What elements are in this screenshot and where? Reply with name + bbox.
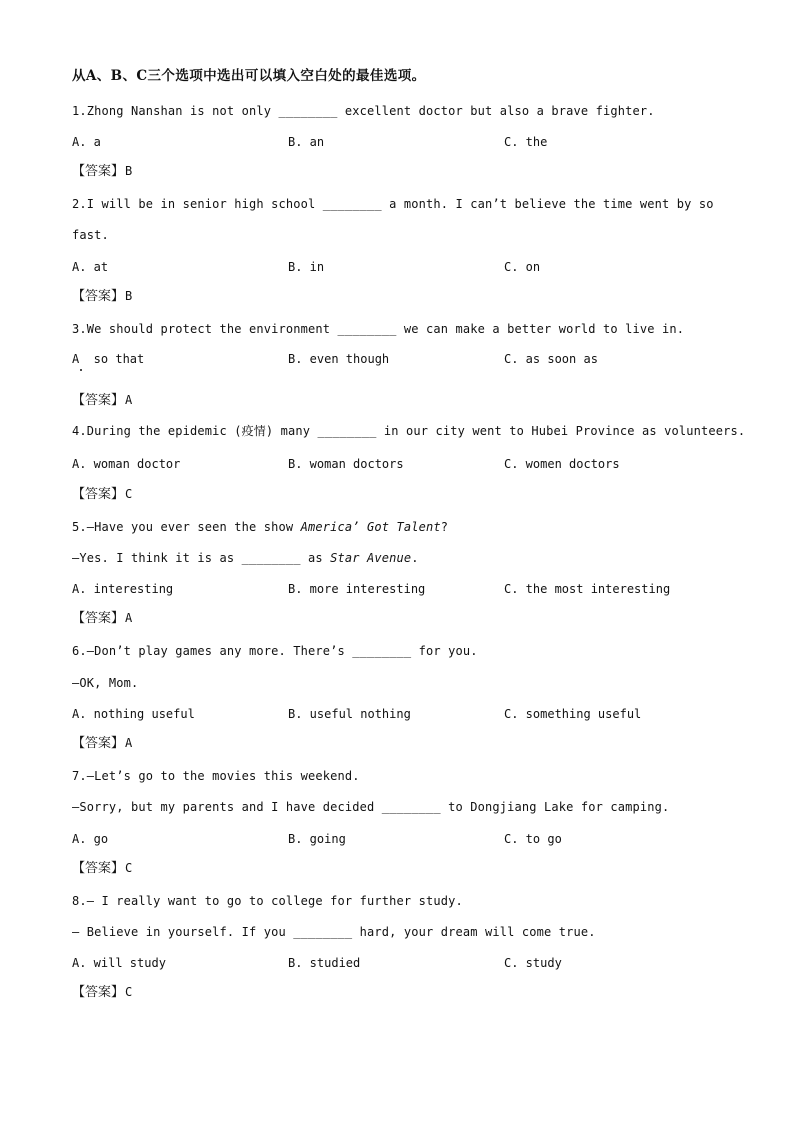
q1-option-a: A. a [72, 135, 101, 149]
q3-option-b: B. even though [288, 352, 390, 366]
question-2-text: 2.I will be in senior high school ________ a month. I can’t believe the time went by so [72, 197, 714, 211]
q8-option-b: B. studied [288, 956, 361, 970]
answer-label: 【答案】 [72, 985, 125, 1000]
answer-value: A [125, 611, 133, 625]
answer-label: 【答案】 [72, 164, 125, 179]
q5-option-c: C. the most interesting [504, 582, 671, 596]
q7-option-c: C. to go [504, 832, 562, 846]
q6-answer [72, 735, 132, 752]
q4-option-c: C. women doctors [504, 457, 620, 471]
question-5-reply [72, 550, 419, 566]
question-4-text: 4.During the epidemic (疫情) many ________ in our city went to Hubei Province as volunteers. [72, 424, 746, 438]
instruction-heading: 从A、B、C三个选项中选出可以填入空白处的最佳选项。 [72, 68, 426, 84]
question-1-text: 1.Zhong Nanshan is not only ________ excellent doctor but also a brave fighter. [72, 104, 655, 118]
q2-answer [72, 288, 132, 305]
q7-option-a: A. go [72, 832, 109, 846]
q5-line1-suffix: ? [440, 520, 449, 534]
question-6-reply: —OK, Mom. [72, 676, 139, 690]
q5-line2-prefix: —Yes. I think it is as ________ as [72, 551, 331, 565]
q1-option-c: C. the [504, 135, 548, 149]
question-7-reply: —Sorry, but my parents and I have decided ________ to Dongjiang Lake for camping. [72, 800, 670, 814]
answer-value: A [125, 736, 133, 750]
answer-label: 【答案】 [72, 611, 125, 626]
answer-label: 【答案】 [72, 289, 125, 304]
q8-answer [72, 984, 132, 1001]
answer-label: 【答案】 [72, 736, 125, 751]
answer-value: C [125, 985, 133, 999]
question-8-reply: — Believe in yourself. If you ________ hard, your dream will come true. [72, 925, 596, 939]
q5-show-name: Star Avenue [330, 551, 412, 565]
q2-option-c: C. on [504, 260, 541, 274]
q6-option-c: C. something useful [504, 707, 642, 721]
q3-answer [72, 392, 132, 409]
q7-option-b: B. going [288, 832, 346, 846]
q5-answer [72, 610, 132, 627]
q5-line2-suffix: . [411, 551, 419, 565]
answer-value: B [125, 164, 133, 178]
question-5-text [72, 519, 448, 535]
q4-option-a: A. woman doctor [72, 457, 181, 471]
question-8-text: 8.— I really want to go to college for further study. [72, 894, 463, 908]
q5-option-b: B. more interesting [288, 582, 426, 596]
answer-label: 【答案】 [72, 393, 125, 408]
q5-option-a: A. interesting [72, 582, 174, 596]
q2-option-a: A. at [72, 260, 109, 274]
q6-option-a: A. nothing useful [72, 707, 195, 721]
q1-option-b: B. an [288, 135, 325, 149]
q7-answer [72, 860, 132, 877]
q5-show-title: America’ Got Talent [300, 520, 441, 534]
question-6-text: 6.—Don’t play games any more. There’s ________ for you. [72, 644, 478, 658]
q5-line1-prefix: 5.—Have you ever seen the show [72, 520, 301, 534]
answer-value: A [125, 393, 133, 407]
q3-option-c: C. as soon as [504, 352, 598, 366]
q1-answer [72, 163, 132, 180]
q3-option-a: A so that [72, 352, 145, 366]
q2-option-b: B. in [288, 260, 325, 274]
answer-value: C [125, 861, 133, 875]
answer-value: C [125, 487, 133, 501]
stray-dot-mark [80, 369, 82, 371]
q4-answer [72, 486, 132, 503]
question-3-text: 3.We should protect the environment ________ we can make a better world to live in. [72, 322, 685, 336]
q6-option-b: B. useful nothing [288, 707, 411, 721]
q8-option-a: A. will study [72, 956, 166, 970]
q8-option-c: C. study [504, 956, 562, 970]
question-2-text-cont: fast. [72, 228, 109, 242]
answer-label: 【答案】 [72, 861, 125, 876]
q4-option-b: B. woman doctors [288, 457, 404, 471]
answer-label: 【答案】 [72, 487, 125, 502]
answer-value: B [125, 289, 133, 303]
question-7-text: 7.—Let’s go to the movies this weekend. [72, 769, 360, 783]
